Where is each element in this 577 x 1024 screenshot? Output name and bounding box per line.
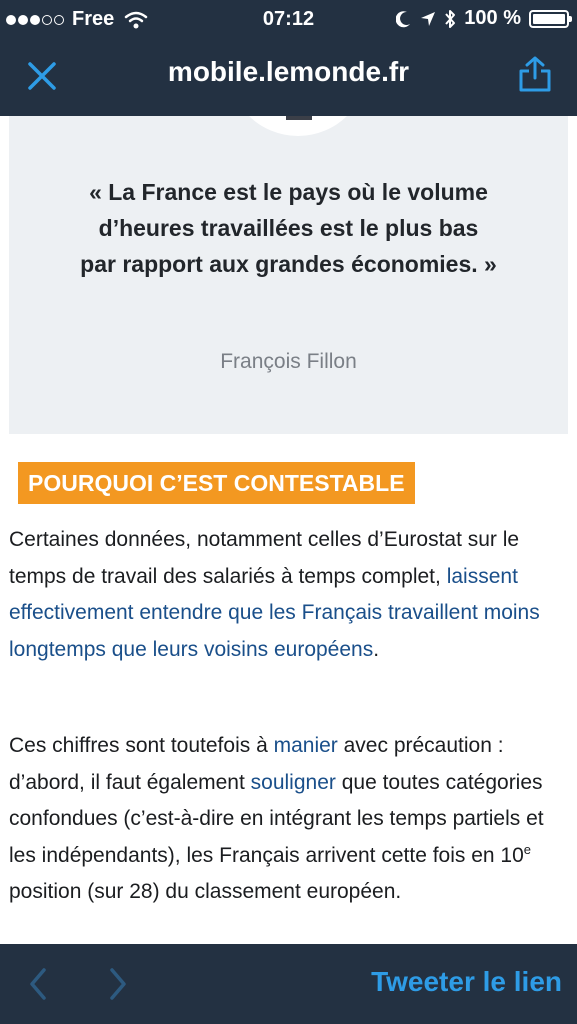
paragraph-text: .	[373, 637, 380, 661]
eurostat-link[interactable]: laissent effectivement entendre que les Français travaillent moins longtemps que leurs voisins européens	[9, 564, 540, 661]
location-arrow-icon	[420, 10, 436, 28]
chevron-left-icon[interactable]	[26, 966, 50, 1002]
carrier-name: Free	[72, 8, 115, 30]
paragraph-text: avec précaution : d’abord, il faut également	[9, 734, 504, 794]
battery-percent: 100 %	[464, 7, 521, 29]
nav-bar	[0, 40, 577, 116]
article-paragraph	[9, 522, 569, 668]
article-content[interactable]	[0, 116, 577, 944]
quote-box	[9, 116, 568, 434]
paragraph-text: Certaines données, notamment celles d’Eurostat sur le temps de travail des salariés à temps complet,	[9, 528, 520, 588]
bottom-toolbar	[0, 944, 577, 1024]
moon-icon	[396, 10, 412, 28]
paragraph-text: Ces chiffres sont toutefois à	[9, 734, 274, 757]
bluetooth-icon	[444, 9, 456, 29]
quote-text: « La France est le pays où le volume d’heures travaillées est le plus bas par rapport aux grandes économies. »	[80, 179, 497, 277]
article-paragraph	[9, 728, 569, 911]
chevron-right-icon[interactable]	[106, 966, 130, 1002]
superscript: e	[523, 841, 532, 857]
battery-icon	[529, 10, 569, 28]
manier-link[interactable]: manier	[273, 734, 338, 757]
author-avatar	[228, 116, 368, 136]
souligner-link[interactable]: souligner	[250, 770, 336, 794]
status-bar	[0, 0, 577, 40]
quote-author: François Fillon	[220, 350, 357, 373]
section-tag: POURQUOI C’EST CONTESTABLE	[18, 462, 415, 504]
tweet-link-button[interactable]: Tweeter le lien	[371, 966, 562, 997]
share-icon[interactable]	[517, 54, 553, 94]
page-url-title: mobile.lemonde.fr	[167, 56, 410, 87]
status-time: 07:12	[262, 8, 315, 30]
paragraph-text: que toutes catégories confondues (c’est-à-dire en intégrant les temps partiels et les indépendants), les Français arrivent cette fois en 10	[9, 770, 544, 867]
status-right	[396, 7, 569, 30]
paragraph-text: position (sur 28) du classement européen.	[9, 880, 402, 903]
